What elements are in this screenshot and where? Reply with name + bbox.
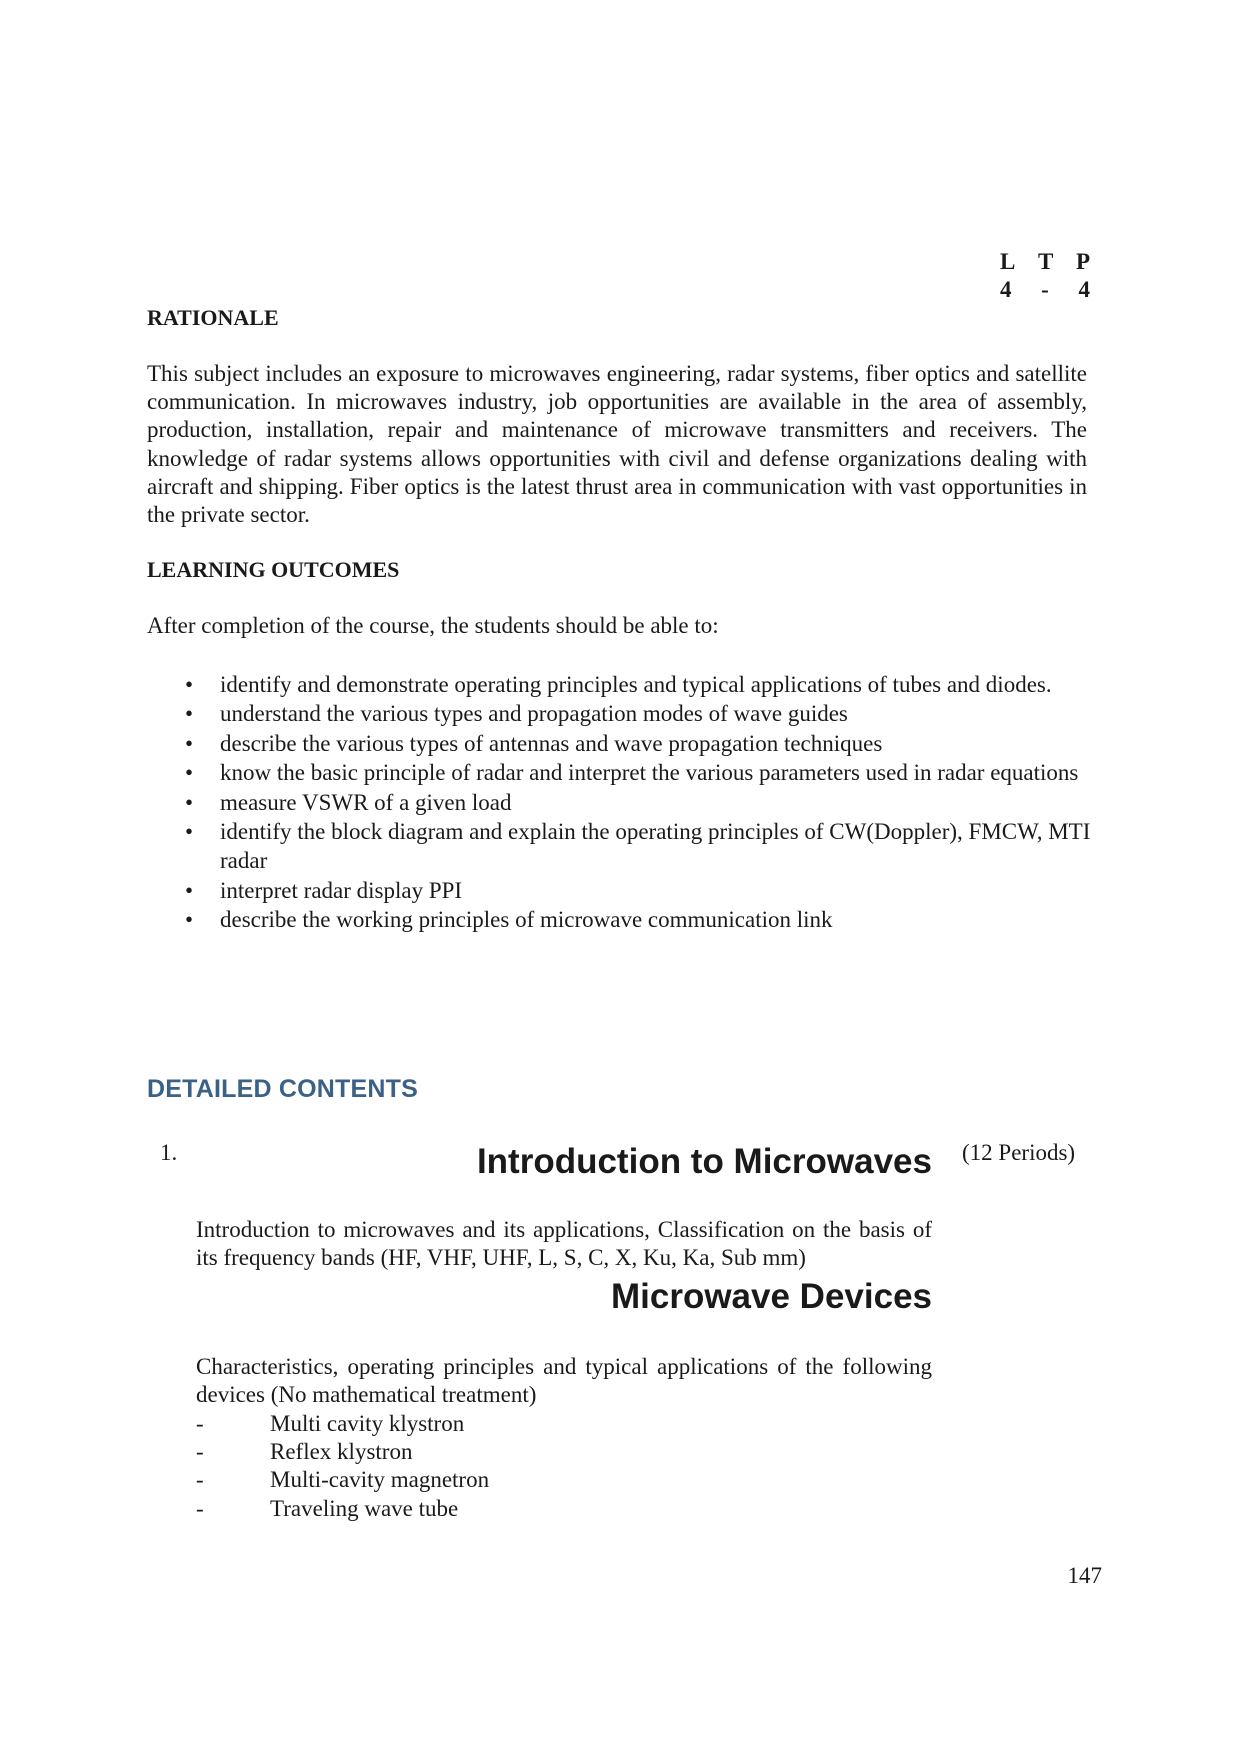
list-item-text: know the basic principle of radar and interpret the various parameters used in radar equations (220, 760, 1079, 786)
ltp-value-l: 4 (1000, 277, 1012, 302)
ltp-header-p: P (1075, 249, 1090, 274)
list-item-text: Traveling wave tube (270, 1495, 459, 1521)
bullet-icon: • (185, 819, 194, 845)
list-item-text: Multi cavity klystron (270, 1411, 465, 1436)
ltp-headers (1000, 248, 1090, 276)
list-item (147, 670, 1107, 699)
bullet-icon: • (185, 789, 194, 815)
unit-periods: (12 Periods) (962, 1140, 1076, 1165)
dash-icon: - (196, 1495, 204, 1521)
list-item-text: interpret radar display PPI (220, 877, 463, 903)
list-item (147, 788, 1107, 817)
bullet-icon: • (185, 730, 194, 756)
list-item (147, 905, 1107, 934)
bullet-icon: • (185, 877, 194, 903)
list-item-text: measure VSWR of a given load (220, 789, 512, 815)
devices-list (196, 1410, 489, 1523)
ltp-header-l: L (1000, 249, 1016, 274)
ltp-table (1000, 248, 1090, 304)
bullet-icon: • (185, 701, 194, 727)
list-item-text: Multi-cavity magnetron (270, 1467, 490, 1493)
list-item (147, 699, 1107, 728)
list-item-text: understand the various types and propagation modes of wave guides (220, 701, 848, 727)
devices-text: Characteristics, operating principles and typical applications of the following devices (No mathematical treatment) (196, 1354, 932, 1407)
ltp-values (1000, 276, 1090, 304)
list-item (196, 1438, 489, 1466)
dash-icon: - (196, 1411, 204, 1436)
ltp-value-p: 4 (1078, 277, 1090, 302)
list-item (147, 876, 1107, 905)
ltp-header-t: T (1037, 249, 1054, 274)
unit-number: 1. (160, 1140, 178, 1165)
learning-outcomes-heading: LEARNING OUTCOMES (147, 557, 400, 582)
list-item (196, 1495, 489, 1523)
rationale-heading: RATIONALE (147, 305, 279, 330)
list-item-text: identify the block diagram and explain the operating principles of CW(Doppler), FMCW, MTI radar (220, 819, 1091, 874)
unit-title: Introduction to Microwaves (476, 1142, 932, 1181)
bullet-icon: • (185, 672, 194, 697)
unit-intro-text: Introduction to microwaves and its applications, Classification on the basis of its frequency bands (HF, VHF, UHF, L, S, C, X, Ku, Ka, Sub mm) (196, 1217, 932, 1270)
subsection-title: Microwave Devices (610, 1277, 932, 1316)
list-item-text: identify and demonstrate operating principles and typical applications of tubes and diodes. (220, 672, 1052, 697)
dash-icon: - (196, 1467, 204, 1493)
detailed-contents-heading: DETAILED CONTENTS (147, 1075, 418, 1103)
list-item (196, 1410, 489, 1438)
list-item-text: Reflex klystron (270, 1439, 413, 1465)
dash-icon: - (196, 1439, 204, 1465)
rationale-paragraph: This subject includes an exposure to microwaves engineering, radar systems, fiber optics and satellite communication. In microwaves industry, job opportunities are available in the area of assembly, production, installation, repair and maintenance of microwave transmitters and receivers. The knowledge of radar systems allows opportunities with civil and defense organizations dealing with aircraft and shipping. Fiber optics is the latest thrust area in communication with vast opportunities in the private sector. (147, 361, 1087, 528)
list-item (147, 729, 1107, 758)
ltp-value-t: - (1041, 277, 1049, 302)
learning-outcomes-intro: After completion of the course, the students should be able to: (147, 613, 719, 638)
list-item-text: describe the various types of antennas and wave propagation techniques (220, 730, 883, 756)
list-item-text: describe the working principles of microwave communication link (220, 907, 833, 933)
list-item (147, 758, 1107, 787)
bullet-icon: • (185, 907, 194, 933)
learning-outcomes-list (147, 670, 1107, 935)
page-number: 147 (1067, 1563, 1102, 1588)
list-item (147, 817, 1107, 876)
bullet-icon: • (185, 760, 194, 786)
list-item (196, 1466, 489, 1494)
